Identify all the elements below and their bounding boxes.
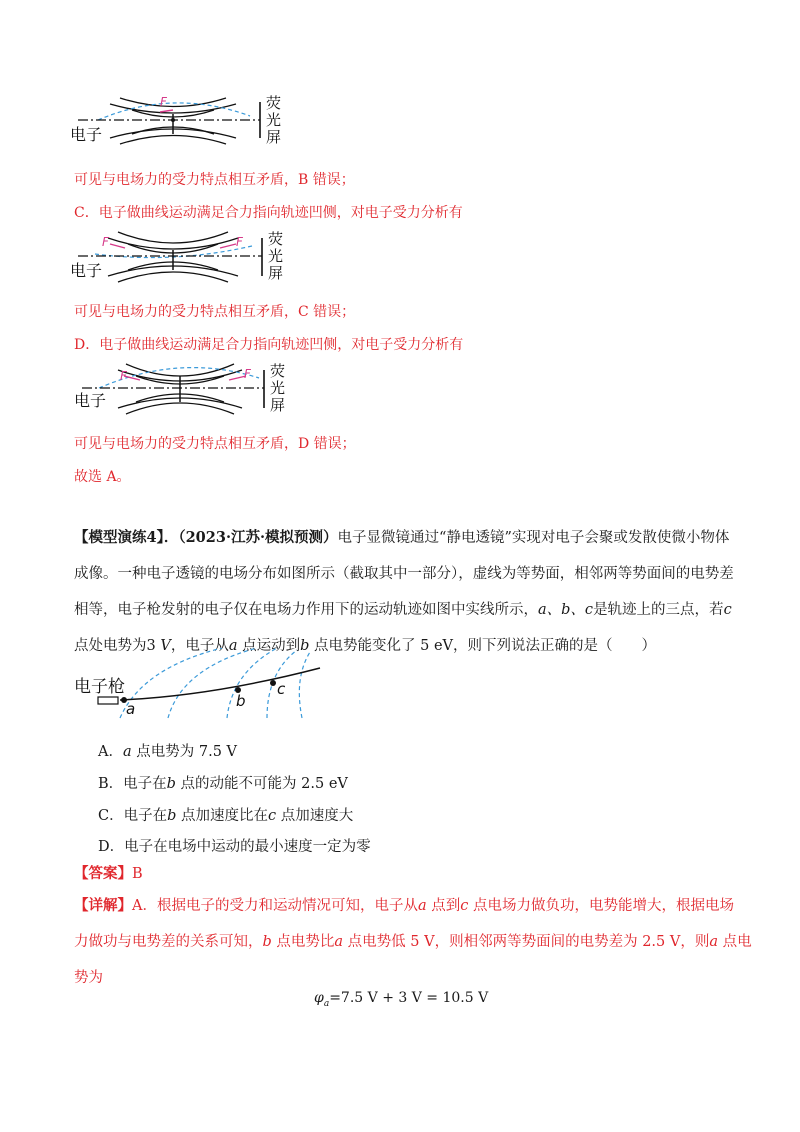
answer-line — [74, 864, 143, 884]
detail-l2-pa: a — [334, 934, 344, 950]
detail-l2-d: 点电 — [718, 934, 752, 950]
option-b — [98, 774, 348, 794]
question-line4-pa: a — [228, 638, 238, 654]
option-c — [98, 806, 353, 826]
d-intro: D．电子做曲线运动满足合力指向轨迹凹侧，对电子受力分析有 — [74, 337, 464, 353]
detail-l2-c: 点电势低 5 V，则相邻两等势面间的电势差为 2.5 V，则 — [343, 934, 710, 950]
question-line2: 成像。一种电子透镜的电场分布如图所示（截取其中一部分），虚线为等势面，相邻两等势面间的电势差 — [74, 566, 734, 582]
question-line3-a: 相等，电子枪发射的电子仅在电场力作用下的运动轨迹如图中实线所示， — [74, 602, 538, 618]
question-line4-c: 点运动到 — [237, 638, 301, 654]
detail-l2-pb: b — [262, 934, 272, 950]
option-d: D．电子在电场中运动的最小速度一定为零 — [98, 839, 371, 855]
figure-4-electron-gun — [72, 648, 332, 720]
answer-tag: 【答案】 — [74, 865, 132, 882]
figure-3-field-lines — [74, 358, 314, 420]
answer-value: B — [132, 866, 143, 882]
option-c-var1: b — [167, 808, 177, 824]
option-c-var2: c — [268, 808, 277, 824]
question-tag: 【模型演练4】 — [74, 529, 164, 546]
option-a — [98, 742, 237, 762]
option-b-var: b — [166, 776, 176, 792]
option-a-post: 点电势为 7.5 V — [131, 744, 237, 760]
c-conclusion: 可见与电场力的受力特点相互矛盾，C 错误； — [74, 304, 356, 320]
figure-1-field-lines — [70, 90, 310, 152]
fig3-screen-3: 屏 — [270, 396, 286, 414]
fig1-electron-label: 电子 — [70, 125, 103, 144]
question-paragraph — [74, 520, 734, 664]
option-a-pre: A． — [98, 744, 123, 760]
detail-l1-pa: a — [417, 898, 427, 914]
option-b-post: 点的动能不可能为 2.5 eV — [175, 776, 348, 792]
question-line4-pb: b — [300, 638, 310, 654]
detail-l2-pa2: a — [709, 934, 718, 950]
option-c-mid: 点加速度比在 — [176, 808, 269, 824]
detail-l2-a: 力做功与电势差的关系可知， — [74, 934, 263, 950]
detail-l3: 势为 — [74, 970, 103, 986]
detail-l1-c: 点电场力做负功，电势能增大，根据电场 — [468, 898, 734, 914]
fig2-screen-3: 屏 — [268, 264, 284, 282]
detail-paragraph — [74, 888, 752, 996]
fig4-gun-label: 电子枪 — [74, 677, 125, 697]
fig3-force-right: F — [244, 367, 251, 381]
fig3-screen-2: 光 — [270, 379, 286, 397]
choose-a: 故选 A。 — [74, 469, 131, 485]
option-c-post: 点加速度大 — [276, 808, 354, 824]
fig4-point-b: b — [236, 692, 246, 710]
fig2-electron-label: 电子 — [70, 261, 103, 280]
c-intro: C．电子做曲线运动满足合力指向轨迹凹侧，对电子受力分析有 — [74, 205, 463, 221]
formula-rest: =7.5 V + 3 V = 10.5 V — [329, 990, 489, 1006]
formula-sub: a — [323, 998, 330, 1009]
question-line4-d: 点电势能变化了 5 eV，则下列说法正确的是（ ） — [309, 638, 656, 654]
detail-l1-pc: c — [460, 898, 469, 914]
question-line3-c: c — [723, 602, 732, 618]
fig2-force-left: F — [102, 235, 109, 249]
fig2-screen-2: 光 — [268, 247, 284, 265]
fig2-screen-1: 荧 — [268, 230, 284, 248]
fig4-point-c: c — [277, 680, 286, 698]
formula — [314, 990, 488, 1009]
question-source: ．（2023·江苏·模拟预测） — [163, 529, 338, 546]
figure-2-field-lines — [70, 226, 310, 288]
question-line3-points: a、b、c — [538, 602, 594, 618]
fig4-point-a: a — [126, 700, 136, 718]
option-a-var: a — [122, 744, 132, 760]
fig1-force-label: F — [160, 95, 167, 109]
fig1-screen-3: 屏 — [266, 128, 282, 146]
fig1-screen-2: 光 — [266, 111, 282, 129]
fig3-electron-label: 电子 — [74, 391, 107, 410]
detail-tag: 【详解】 — [74, 897, 132, 914]
question-line4-v: V — [160, 638, 171, 654]
detail-l1-a: A．根据电子的受力和运动情况可知，电子从 — [132, 898, 418, 914]
option-c-pre: C．电子在 — [98, 808, 168, 824]
question-line3-b: 是轨迹上的三点，若 — [593, 602, 724, 618]
fig3-force-left: F — [120, 369, 127, 383]
formula-phi: φ — [314, 990, 324, 1006]
question-line4-a: 点处电势为3 — [74, 638, 156, 654]
option-b-pre: B．电子在 — [98, 776, 167, 792]
detail-l1-b: 点到 — [426, 898, 461, 914]
d-conclusion: 可见与电场力的受力特点相互矛盾，D 错误； — [74, 436, 356, 452]
question-line1: 电子显微镜通过“静电透镜”实现对电子会聚或发散使微小物体 — [337, 530, 730, 546]
fig2-force-right: F — [236, 235, 243, 249]
fig3-screen-1: 荧 — [270, 362, 286, 380]
detail-l2-b: 点电势比 — [271, 934, 335, 950]
question-line4-b: ，电子从 — [170, 638, 229, 654]
fig1-screen-1: 荧 — [266, 94, 282, 112]
b-conclusion: 可见与电场力的受力特点相互矛盾，B 错误； — [74, 172, 355, 188]
